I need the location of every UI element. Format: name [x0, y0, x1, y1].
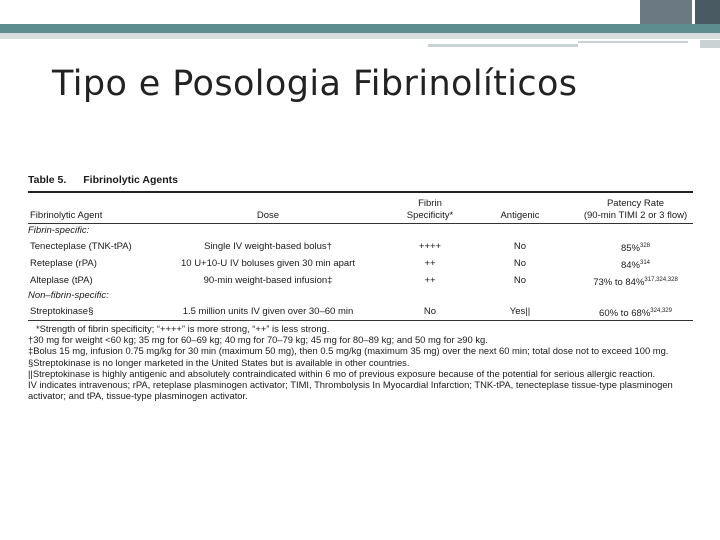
top-band-teal-stripe	[0, 24, 720, 33]
cell-patency	[578, 303, 693, 322]
fibrinolytic-table	[28, 172, 693, 401]
footnote: §Streptokinase is no longer marketed in the United States but is available in other countries.	[28, 356, 410, 368]
cell-dose: 90-min weight-based infusion‡	[203, 275, 333, 286]
table-row	[28, 303, 693, 320]
header-specificity-line2: Specificity*	[406, 210, 454, 221]
table-row	[28, 238, 693, 255]
cell-agent: Streptokinase§	[30, 306, 94, 317]
footnote: IV indicates intravenous; rPA, reteplase plasminogen activator; TIMI, Thrombolysis In Myocardial Infarction; TNK-tPA, tenecteplase tissue-type plasminogen	[28, 379, 673, 391]
header-antigenic: Antigenic	[500, 210, 540, 221]
table-header	[28, 193, 693, 223]
slide-title: Tipo e Posologia Fibrinolíticos	[52, 64, 578, 104]
decorative-line	[428, 44, 578, 47]
cell-specificity: No	[423, 306, 437, 317]
top-band-light-stripe	[0, 33, 720, 39]
top-band	[0, 0, 720, 24]
patency-ref: 324,329	[650, 308, 672, 314]
table-caption	[28, 172, 693, 188]
cell-specificity: ++++	[418, 241, 442, 252]
group-label: Non–fibrin-specific:	[28, 290, 109, 301]
cell-specificity: ++	[424, 275, 436, 286]
cell-antigenic: Yes||	[509, 306, 531, 317]
header-agent: Fibrinolytic Agent	[30, 210, 103, 221]
patency-value: 60% to 68%	[599, 308, 651, 320]
header-dose: Dose	[256, 210, 280, 221]
cell-antigenic: No	[513, 275, 527, 286]
cell-agent: Alteplase (tPA)	[30, 275, 93, 286]
cell-agent: Reteplase (rPA)	[30, 258, 97, 269]
cell-dose: 1.5 million units IV given over 30–60 min	[182, 306, 354, 317]
table-row	[28, 255, 693, 272]
cell-dose: 10 U+10-U IV boluses given 30 min apart	[180, 258, 355, 269]
footnote: †30 mg for weight <60 kg; 35 mg for 60–69 kg; 40 mg for 70–79 kg; 45 mg for 80–89 kg; and 50 mg for ≥90 kg.	[28, 334, 488, 346]
patency-value: 85%	[620, 243, 640, 255]
header-patency-line2: (90-min TIMI 2 or 3 flow)	[583, 210, 688, 221]
header-specificity-line1: Fibrin	[418, 198, 442, 209]
cell-dose: Single IV weight-based bolus†	[204, 241, 332, 252]
patency-ref: 314	[640, 260, 651, 266]
table-footnotes	[28, 323, 693, 401]
table-name: Fibrinolytic Agents	[83, 174, 178, 186]
cell-specificity: ++	[424, 258, 436, 269]
cell-antigenic: No	[513, 241, 527, 252]
patency-ref: 328	[640, 243, 651, 249]
decorative-line	[700, 40, 720, 48]
top-band-corner-block	[695, 0, 720, 24]
patency-value: 73% to 84%	[593, 277, 645, 289]
header-patency-line1: Patency Rate	[606, 198, 665, 209]
footnote: *Strength of fibrin specificity; “++++” is more strong, “++” is less strong.	[36, 323, 330, 334]
footnote: ||Streptokinase is highly antigenic and absolutely contraindicated within 6 mo of previous exposure because of the potential for serious allergic reaction.	[28, 367, 656, 379]
footnote: ‡Bolus 15 mg, infusion 0.75 mg/kg for 30 min (maximum 50 mg), then 0.5 mg/kg (maximum 35 mg) over the next 60 min; total dose not to exceed 100 mg.	[28, 345, 669, 357]
table-row	[28, 272, 693, 289]
cell-agent: Tenecteplase (TNK-tPA)	[30, 241, 132, 252]
footnote: activator; and tPA, tissue-type plasminogen activator.	[28, 390, 248, 402]
top-band-dark-block	[640, 0, 692, 24]
cell-antigenic: No	[513, 258, 527, 269]
patency-ref: 317,324,328	[644, 277, 678, 283]
table-number: Table 5.	[28, 174, 67, 186]
group-label: Fibrin-specific:	[28, 225, 90, 236]
decorative-line	[578, 41, 688, 43]
patency-value: 84%	[620, 260, 640, 272]
